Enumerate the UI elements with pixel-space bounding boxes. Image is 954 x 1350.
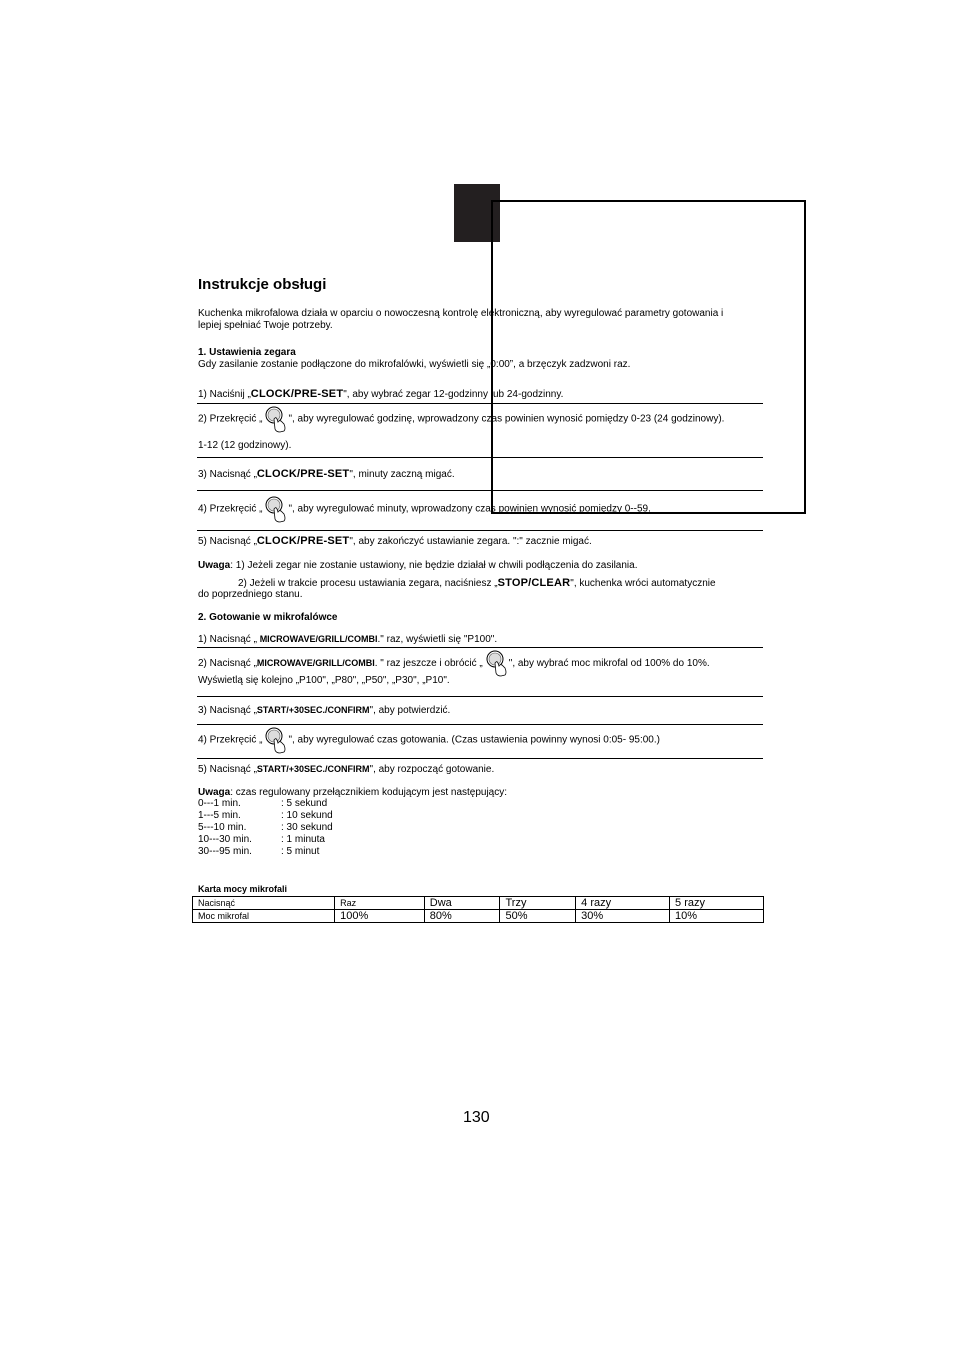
clock-step-3 — [198, 468, 455, 481]
divider — [197, 457, 763, 458]
time-step-value: : 5 sekund — [281, 798, 328, 809]
table-cell: 30% — [576, 910, 670, 923]
table-row — [193, 897, 764, 910]
step-text: 4) Przekręcić „ — [198, 734, 263, 746]
dial-knob-icon — [264, 405, 286, 433]
table-cell: 100% — [335, 910, 425, 923]
step-text: 5) Nacisnąć „ — [198, 536, 257, 547]
power-table — [192, 896, 764, 923]
clock-step-1 — [198, 388, 563, 401]
clock-step-4 — [198, 495, 651, 524]
step-text: ", aby wyregulować czas gotowania. (Czas ustawienia powinny wynosi 0:05- 95:00.) — [288, 734, 660, 746]
step-text: ", aby wyregulować godzinę, wprowadzony czas powinien wynosić pomiędzy 0-23 (24 godzinowy). — [288, 413, 725, 425]
note-1-item-2 — [238, 577, 716, 590]
time-step-value: : 30 sekund — [281, 822, 333, 833]
table-row — [193, 910, 764, 923]
step-text: 3) Nacisnąć „ — [198, 705, 257, 716]
section-description: Gdy zasilanie zostanie podłączone do mikrofalówki, wyświetli się „0:00”, a brzęczyk zadzwoni raz. — [198, 359, 631, 370]
time-step-range: 30---95 min. — [198, 846, 252, 857]
intro-line-1: Kuchenka mikrofalowa działa w oparciu o nowoczesną kontrolę elektroniczną, aby wyregulować parametry gotowania i — [198, 308, 724, 319]
dial-knob-icon — [264, 726, 286, 754]
step-text: ", aby wybrać zegar 12-godzinny lub 24-godzinny. — [343, 389, 564, 400]
clock-preset-button-label: CLOCK/PRE-SET — [256, 535, 350, 547]
table-cell: 50% — [500, 910, 576, 923]
note-text: : czas regulowany przełącznikiem kodującym jest następujący: — [230, 787, 508, 798]
clock-preset-button-label: CLOCK/PRE-SET — [250, 388, 344, 400]
microwave-grill-combi-button-label: MICROWAVE/GRILL/COMBI — [256, 658, 375, 668]
frame-box — [491, 200, 806, 514]
table-cell: Nacisnąć — [193, 897, 335, 910]
clock-step-2 — [198, 405, 724, 434]
cook-step-1 — [198, 633, 497, 646]
divider — [197, 696, 763, 697]
cook-step-2-cont: Wyświetlą się kolejno „P100", „P80", „P50", „P30", „P10". — [198, 675, 450, 686]
cook-step-2 — [198, 649, 710, 678]
divider — [197, 758, 763, 759]
dial-knob-icon — [485, 649, 507, 677]
page-number: 130 — [463, 1109, 490, 1126]
intro-line-2: lepiej spełniać Twoje potrzeby. — [198, 320, 333, 331]
start-confirm-button-label: START/+30SEC./CONFIRM — [256, 705, 370, 715]
step-text: 2) Przekręcić „ — [198, 413, 263, 425]
step-text: 2) Nacisnąć „ — [198, 658, 257, 669]
table-cell: 10% — [670, 910, 764, 923]
note-1-item-2-cont: do poprzedniego stanu. — [198, 589, 303, 600]
note-2 — [198, 787, 507, 799]
divider — [197, 490, 763, 491]
start-confirm-button-label: START/+30SEC./CONFIRM — [256, 764, 370, 774]
cook-step-3 — [198, 704, 450, 717]
cook-step-4 — [198, 726, 660, 755]
step-text: 1) Nacisnąć „ — [198, 634, 260, 645]
table-cell: 4 razy — [576, 897, 670, 910]
table-cell: 5 razy — [670, 897, 764, 910]
step-text: ", aby zakończyć ustawianie zegara. ":" zacznie migać. — [349, 536, 592, 547]
step-text: ", aby potwierdzić. — [369, 705, 451, 716]
dial-knob-icon — [264, 495, 286, 523]
section-heading: 2. Gotowanie w mikrofalówce — [198, 612, 338, 623]
step-text: 1) Naciśnij „ — [198, 389, 251, 400]
divider — [197, 403, 763, 404]
step-text: 5) Nacisnąć „ — [198, 764, 257, 775]
step-text: . " raz jeszcze i obrócić „ — [374, 658, 483, 669]
note-1-item-1 — [198, 560, 638, 572]
clock-step-5 — [198, 535, 592, 548]
page-title: Instrukcje obsługi — [198, 276, 327, 293]
time-step-value: : 10 sekund — [281, 810, 333, 821]
divider — [197, 530, 763, 531]
cook-step-5 — [198, 763, 494, 776]
section-heading: 1. Ustawienia zegara — [198, 347, 296, 358]
note-text: : 1) Jeżeli zegar nie zostanie ustawiony, nie będzie działał w chwili podłączenia do zasilania. — [230, 560, 638, 571]
step-text: ", minuty zaczną migać. — [349, 469, 455, 480]
divider — [197, 647, 763, 648]
table-cell: Raz — [335, 897, 425, 910]
step-text: ", aby wyregulować minuty, wprowadzony czas powinien wynosić pomiędzy 0--59. — [288, 503, 651, 515]
time-step-value: : 1 minuta — [281, 834, 325, 845]
microwave-grill-combi-button-label: MICROWAVE/GRILL/COMBI — [259, 634, 378, 644]
step-text: ", aby wybrać moc mikrofal od 100% do 10%. — [508, 658, 710, 669]
stop-clear-button-label: STOP/CLEAR — [497, 577, 571, 589]
table-cell: Trzy — [500, 897, 576, 910]
step-text: ." raz, wyświetli się "P100". — [377, 634, 498, 645]
step-text: 4) Przekręcić „ — [198, 503, 263, 515]
clock-preset-button-label: CLOCK/PRE-SET — [256, 468, 350, 480]
note-label: Uwaga — [198, 560, 231, 571]
step-text: ", aby rozpocząć gotowanie. — [369, 764, 495, 775]
step-text: 3) Nacisnąć „ — [198, 469, 257, 480]
time-step-value: : 5 minut — [281, 846, 320, 857]
table-cell: Moc mikrofal — [193, 910, 335, 923]
time-step-range: 1---5 min. — [198, 810, 241, 821]
time-step-range: 0---1 min. — [198, 798, 241, 809]
clock-step-2-cont: 1-12 (12 godzinowy). — [198, 440, 292, 451]
note-text: 2) Jeżeli w trakcie procesu ustawiania zegara, naciśniesz „ — [238, 578, 498, 589]
table-cell: 80% — [424, 910, 500, 923]
note-text: ", kuchenka wróci automatycznie — [570, 578, 716, 589]
divider — [197, 724, 763, 725]
power-table-caption: Karta mocy mikrofali — [198, 884, 288, 894]
time-step-range: 5---10 min. — [198, 822, 247, 833]
time-step-range: 10---30 min. — [198, 834, 252, 845]
table-cell: Dwa — [424, 897, 500, 910]
note-label: Uwaga — [198, 787, 231, 798]
